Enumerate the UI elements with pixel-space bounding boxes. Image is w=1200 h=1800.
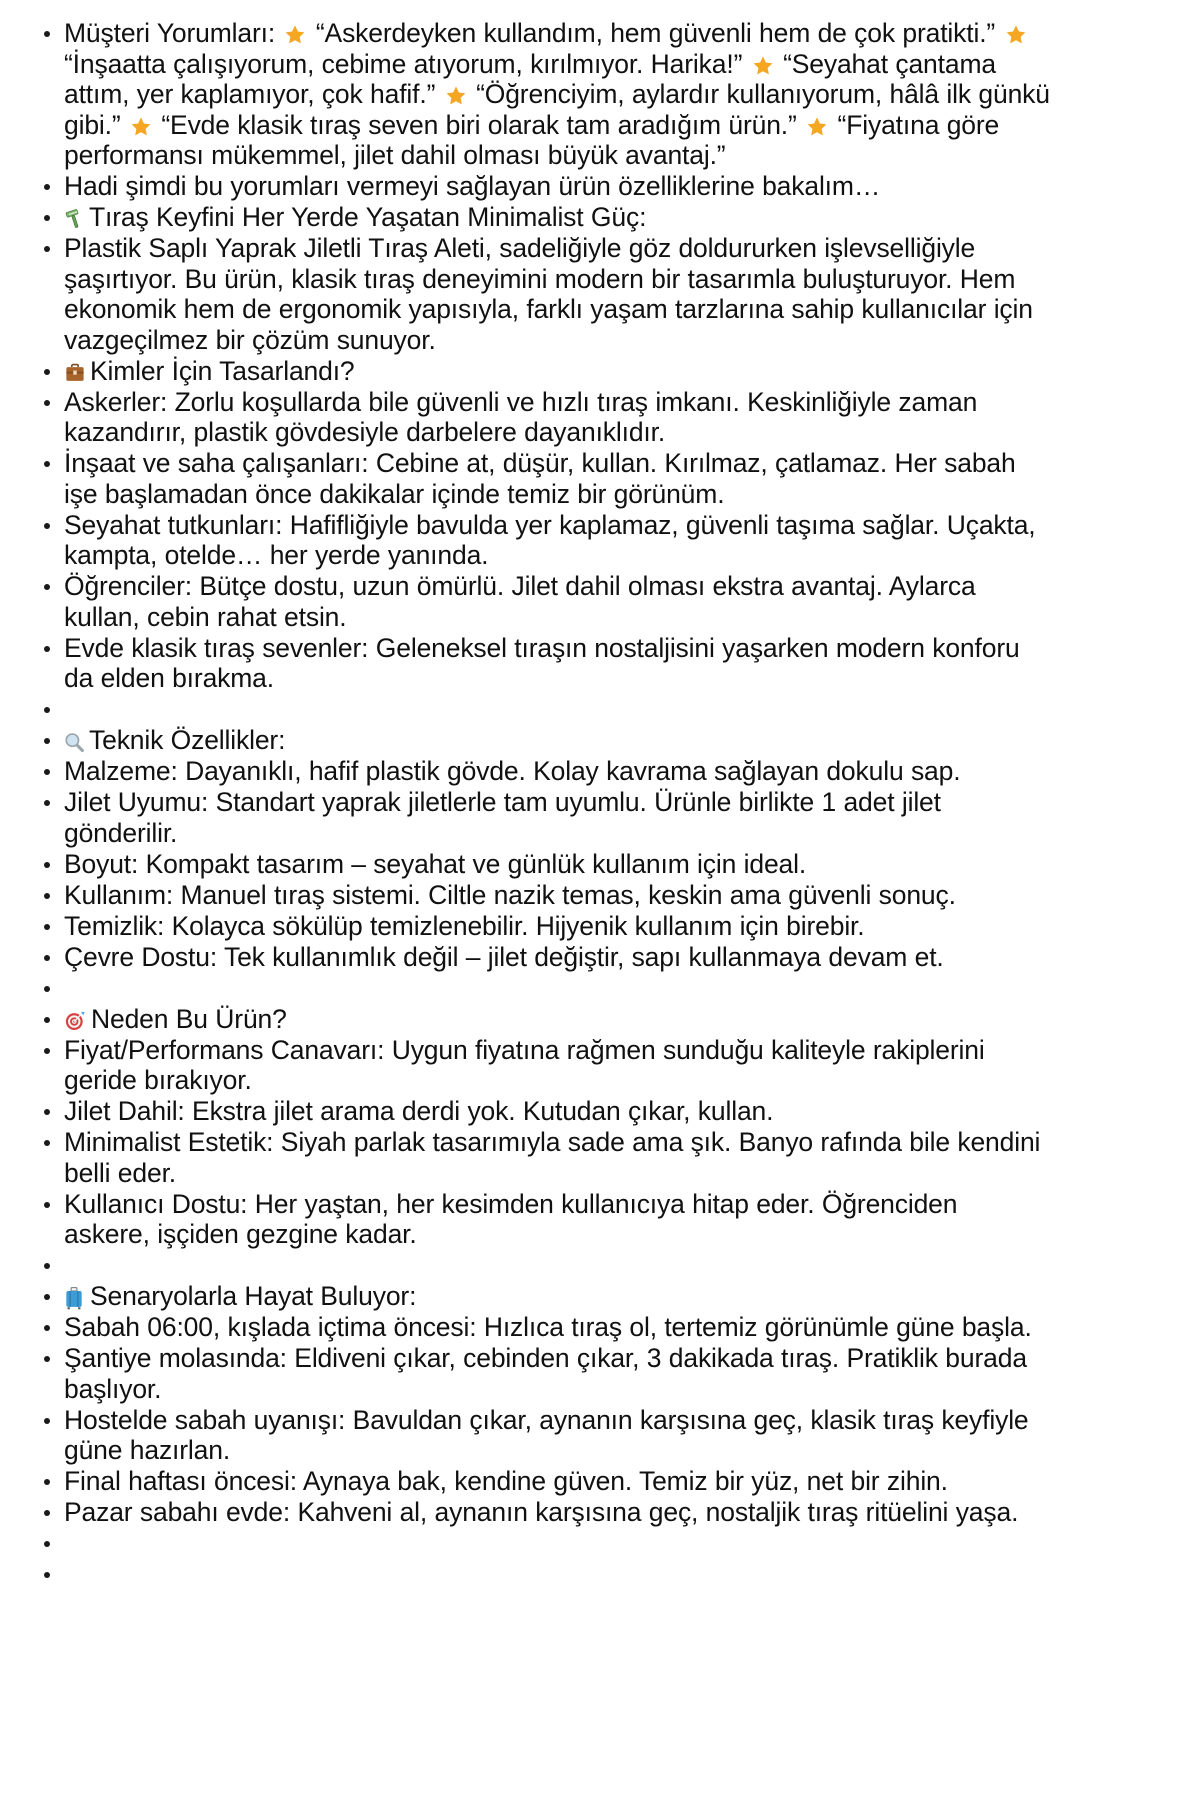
list-item-text: Öğrenciler: Bütçe dostu, uzun ömürlü. Jilet dahil olması ekstra avantaj. Aylarca kullan, cebin rahat etsin.: [64, 571, 976, 632]
list-item-text: Seyahat tutkunları: Hafifliğiyle bavulda yer kaplamaz, güvenli taşıma sağlar. Uçakta, kampta, otelde… her yerde yanında.: [64, 509, 1036, 570]
list-item: [34, 1466, 1050, 1497]
list-item-text: İnşaat ve saha çalışanları: Cebine at, düşür, kullan. Kırılmaz, çatlamaz. Her sabah işe başlamadan önce dakikalar içinde temiz bir görünüm.: [64, 448, 1016, 509]
star-icon: [130, 116, 152, 137]
list-item: [34, 356, 1050, 387]
list-item: [34, 171, 1050, 202]
list-item-text: Kimler İçin Tasarlandı?: [90, 355, 355, 386]
list-item: [34, 973, 1050, 1004]
list-item-text: Sabah 06:00, kışlada içtima öncesi: Hızlıca tıraş ol, tertemiz görünümle güne başla.: [64, 1312, 1032, 1342]
list-item: [34, 756, 1050, 787]
list-item: [34, 1096, 1050, 1127]
list-item: [34, 1559, 1050, 1590]
list-item-text: Çevre Dostu: Tek kullanımlık değil – jilet değiştir, sapı kullanmaya devam et.: [64, 941, 944, 972]
list-item: [34, 1405, 1050, 1466]
list-item: [34, 787, 1050, 848]
list-item: [34, 18, 1050, 171]
star-icon: [752, 55, 774, 76]
list-item-text: “Seyahat çantama attım, yer kaplamıyor, çok hafif.”: [64, 48, 996, 109]
list-item: [34, 1312, 1050, 1343]
list-item-text: Tıraş Keyfini Her Yerde Yaşatan Minimalist Güç:: [89, 202, 647, 232]
list-item: [34, 510, 1050, 571]
bullet-list: [34, 18, 1050, 1590]
list-item-text: Müşteri Yorumları:: [64, 18, 283, 48]
list-item-text: Evde klasik tıraş sevenler: Geleneksel tıraşın nostaljisini yaşarken modern konforu da elden bırakma.: [64, 632, 1020, 693]
list-item-text: Boyut: Kompakt tasarım – seyahat ve günlük kullanım için ideal.: [64, 848, 807, 879]
list-item: [34, 694, 1050, 725]
briefcase-icon: [64, 362, 86, 384]
list-item: [34, 233, 1050, 355]
list-item-text: Kullanım: Manuel tıraş sistemi. Ciltle nazik temas, keskin ama güvenli sonuç.: [64, 879, 956, 910]
list-item-text: “Askerdeyken kullandım, hem güvenli hem de çok pratikti.”: [308, 18, 1003, 48]
list-item: [34, 1035, 1050, 1096]
list-item: [34, 725, 1050, 756]
list-item-text: “İnşaatta çalışıyorum, cebime atıyorum, kırılmıyor. Harika!”: [64, 48, 750, 79]
list-item-text: Minimalist Estetik: Siyah parlak tasarımıyla sade ama şık. Banyo rafında bile kendini belli eder.: [64, 1127, 1041, 1188]
list-item-text: Kullanıcı Dostu: Her yaştan, her kesimden kullanıcıya hitap eder. Öğrenciden askere, işçiden gezgine kadar.: [64, 1188, 958, 1249]
dart-icon: [64, 1010, 86, 1032]
list-item-text: Malzeme: Dayanıklı, hafif plastik gövde. Kolay kavrama sağlayan dokulu sap.: [64, 756, 961, 786]
list-item-text: Jilet Dahil: Ekstra jilet arama derdi yok. Kutudan çıkar, kullan.: [64, 1096, 774, 1126]
list-item-text: Plastik Saplı Yaprak Jiletli Tıraş Aleti, sadeliğiyle göz doldururken işlevselliğiyle şaşırtıyor. Bu ürün, klasik tıraş deneyimini modern bir tasarımla buluşturuyor. Hem ekonomik hem de ergonomik yapısıyla, farklı yaşam tarzlarına sahip kullanıcılar için vazgeçilmez bir çözüm sunuyor.: [64, 233, 1033, 355]
list-item-text: Jilet Uyumu: Standart yaprak jiletlerle tam uyumlu. Ürünle birlikte 1 adet jilet gönderilir.: [64, 787, 941, 848]
list-item: [34, 880, 1050, 911]
list-item-text: Pazar sabahı evde: Kahveni al, aynanın karşısına geç, nostaljik tıraş ritüelini yaşa.: [64, 1497, 1019, 1527]
list-item: [34, 849, 1050, 880]
list-item: [34, 448, 1050, 509]
list-item: [34, 911, 1050, 942]
list-item: [34, 1343, 1050, 1404]
list-item: [34, 387, 1050, 448]
list-item-text: “Fiyatına göre performansı mükemmel, jilet dahil olması büyük avantaj.”: [64, 109, 1000, 170]
list-item: [34, 1127, 1050, 1188]
razor-icon: [64, 208, 86, 230]
magnifier-icon: [64, 732, 85, 753]
list-item-text: Askerler: Zorlu koşullarda bile güvenli ve hızlı tıraş imkanı. Keskinliğiyle zaman kazandırır, plastik gövdesiyle darbelere dayanıklıdır.: [64, 386, 978, 447]
list-item-text: Hadi şimdi bu yorumları vermeyi sağlayan ürün özelliklerine bakalım…: [64, 171, 881, 201]
list-item-text: Temizlik: Kolayca sökülüp temizlenebilir. Hijyenik kullanım için birebir.: [64, 910, 865, 941]
list-item: [34, 633, 1050, 694]
star-icon: [1005, 24, 1027, 45]
list-item: [34, 1189, 1050, 1250]
list-item: [34, 942, 1050, 973]
list-item: [34, 1250, 1050, 1281]
star-icon: [445, 85, 467, 106]
list-item-text: “Öğrenciyim, aylardır kullanıyorum, hâlâ ilk günkü gibi.”: [64, 79, 1050, 140]
list-item-text: Fiyat/Performans Canavarı: Uygun fiyatına rağmen sunduğu kaliteyle rakiplerini geride bırakıyor.: [64, 1034, 985, 1095]
star-icon: [806, 116, 828, 137]
list-item-text: Teknik Özellikler:: [89, 725, 286, 755]
list-item-text: Hostelde sabah uyanışı: Bavuldan çıkar, aynanın karşısına geç, klasik tıraş keyfiyle güne hazırlan.: [64, 1404, 1029, 1465]
list-item-text: Neden Bu Ürün?: [91, 1003, 287, 1034]
list-item-text: Şantiye molasında: Eldiveni çıkar, cebinden çıkar, 3 dakikada tıraş. Pratiklik burada başlıyor.: [64, 1343, 1027, 1404]
list-item: [34, 571, 1050, 632]
list-item: [34, 202, 1050, 233]
star-icon: [284, 24, 306, 45]
list-item-text: Senaryolarla Hayat Buluyor:: [90, 1281, 417, 1311]
list-item-text: Final haftası öncesi: Aynaya bak, kendine güven. Temiz bir yüz, net bir zihin.: [64, 1466, 948, 1496]
list-item: [34, 1281, 1050, 1312]
list-item: [34, 1528, 1050, 1559]
list-item: [34, 1497, 1050, 1528]
list-item: [34, 1004, 1050, 1035]
luggage-icon: [64, 1287, 84, 1310]
list-item-text: “Evde klasik tıraş seven biri olarak tam aradığım ürün.”: [153, 109, 805, 140]
